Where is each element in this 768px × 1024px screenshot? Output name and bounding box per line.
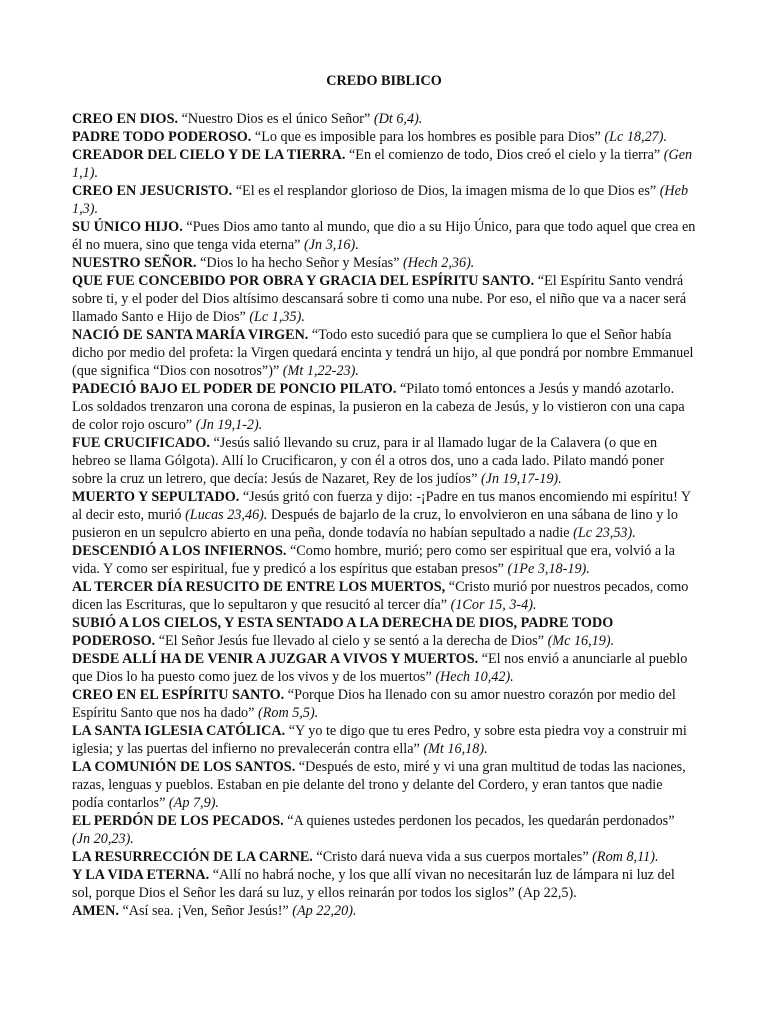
entry-heading: EL PERDÓN DE LOS PECADOS.: [72, 813, 284, 829]
creed-entry: [72, 848, 696, 866]
entry-text: “Como hombre, murió; pero como ser espiritual que era, volvió a la vida. Y como ser espiritual, fue y predicó a los espíritus que estaban presos”: [72, 543, 675, 577]
entry-heading: CREADOR DEL CIELO Y DE LA TIERRA.: [72, 147, 346, 163]
entry-text: “Cristo murió por nuestros pecados, como dicen las Escrituras, que lo sepultaron y que resucitó al tercer día”: [72, 579, 689, 613]
entry-reference: (Heb 1,3).: [72, 183, 689, 217]
entry-reference: (Jn 19,1-2).: [195, 417, 263, 433]
entry-text: “El Señor Jesús fue llevado al cielo y se sentó a la derecha de Dios”: [155, 633, 548, 649]
entry-text: “El nos envió a anunciarle al pueblo que Dios lo ha puesto como juez de los vivos y de los muertos”: [72, 651, 688, 685]
entry-reference: (Lc 1,35).: [249, 309, 305, 325]
entry-heading: Y LA VIDA ETERNA.: [72, 867, 210, 883]
entry-heading: SUBIÓ A LOS CIELOS, Y ESTA SENTADO A LA DERECHA DE DIOS, PADRE TODO PODEROSO.: [72, 615, 614, 649]
creed-entry: [72, 578, 696, 614]
entry-heading: NUESTRO SEÑOR.: [72, 255, 197, 271]
entry-heading: CREO EN DIOS.: [72, 111, 179, 127]
entry-reference: (Rom 5,5).: [257, 705, 319, 721]
creed-entry: [72, 812, 696, 848]
entry-reference: (Jn 19,17-19).: [480, 471, 562, 487]
entry-heading: PADECIÓ BAJO EL PODER DE PONCIO PILATO.: [72, 381, 397, 397]
entry-heading: LA COMUNIÓN DE LOS SANTOS.: [72, 759, 296, 775]
entry-heading: AL TERCER DÍA RESUCITO DE ENTRE LOS MUERTOS,: [72, 579, 446, 595]
entry-heading: MUERTO Y SEPULTADO.: [72, 489, 240, 505]
entry-text: “Pilato tomó entonces a Jesús y mandó azotarlo. Los soldados trenzaron una corona de espinas, la pusieron en la cabeza de Jesús, y lo vistieron con una capa de color rojo oscuro”: [72, 381, 685, 433]
creed-entry: [72, 902, 696, 920]
entry-heading: CREO EN JESUCRISTO.: [72, 183, 233, 199]
entry-reference: (Rom 8,11).: [592, 849, 659, 865]
entry-reference: (Lc 18,27).: [604, 129, 668, 145]
entry-text: “Cristo dará nueva vida a sus cuerpos mortales”: [312, 849, 593, 865]
entry-text: “El es el resplandor glorioso de Dios, la imagen misma de lo que Dios es”: [232, 183, 660, 199]
entry-reference: (Lucas 23,46).: [185, 507, 268, 523]
entry-reference-second: (Lc 23,53).: [573, 525, 636, 541]
creed-entry: [72, 434, 696, 488]
creed-entry: [72, 128, 696, 146]
entry-text-continued: Después de bajarlo de la cruz, lo envolvieron en una sábana de lino y lo pusieron en un sepulcro abierto en una peña, donde todavía no habían sepultado a nadie: [72, 507, 678, 541]
creed-entry: [72, 146, 696, 182]
entry-text: “Dios lo ha hecho Señor y Mesías”: [196, 255, 404, 271]
creed-entry: [72, 650, 696, 686]
creed-entry: [72, 866, 696, 902]
entry-reference: (Jn 20,23).: [72, 831, 134, 847]
entry-heading: DESDE ALLÍ HA DE VENIR A JUZGAR A VIVOS Y MUERTOS.: [72, 651, 479, 667]
entry-text: “Jesús gritó con fuerza y dijo: -¡Padre en tus manos encomiendo mi espíritu! Y al decir esto, murió: [72, 489, 691, 523]
creed-entry: [72, 272, 696, 326]
entry-heading: PADRE TODO PODEROSO.: [72, 129, 252, 145]
entry-text: “Porque Dios ha llenado con su amor nuestro corazón por medio del Espíritu Santo que nos ha dado”: [72, 687, 676, 721]
creed-entry: [72, 182, 696, 218]
entry-reference: (Dt 6,4).: [373, 111, 423, 127]
entry-heading: FUE CRUCIFICADO.: [72, 435, 210, 451]
creed-entry: [72, 722, 696, 758]
entry-reference: (1Cor 15, 3-4).: [450, 597, 537, 613]
entry-reference: (Gen 1,1).: [72, 147, 693, 181]
entry-heading: LA SANTA IGLESIA CATÓLICA.: [72, 723, 286, 739]
entry-reference: (Jn 3,16).: [304, 237, 359, 253]
creed-entry: [72, 758, 696, 812]
entry-reference: (Mt 16,18).: [423, 741, 488, 757]
entry-text: “Jesús salió llevando su cruz, para ir al llamado lugar de la Calavera (o que en hebreo se llama Gólgota). Allí lo Crucificaron, y con él a otros dos, uno a cada lado. Pilato mandó poner sobre la cruz un letrero, que decía: Jesús de Nazaret, Rey de los judíos”: [72, 435, 665, 487]
entry-heading: CREO EN EL ESPÍRITU SANTO.: [72, 687, 285, 703]
entry-reference: (Mc 16,19).: [547, 633, 615, 649]
entry-text: “Después de esto, miré y vi una gran multitud de todas las naciones, razas, lenguas y pueblos. Estaban en pie delante del trono y delante del Cordero, y eran tantos que nadie podía contarlos”: [72, 759, 686, 811]
entry-heading: SU ÚNICO HIJO.: [72, 219, 183, 235]
entry-heading: LA RESURRECCIÓN DE LA CARNE.: [72, 849, 313, 865]
creed-entry: [72, 488, 696, 542]
entry-text: “Lo que es imposible para los hombres es posible para Dios”: [251, 129, 605, 145]
entry-text: “Allí no habrá noche, y los que allí vivan no necesitarán luz de lámpara ni luz del sol, porque Dios el Señor les dará su luz, y ellos reinarán por todos los siglos” (Ap 22,5).: [72, 867, 675, 901]
creed-entry: [72, 326, 696, 380]
entry-text: “El Espíritu Santo vendrá sobre ti, y el poder del Dios altísimo descansará sobre ti como una nube. Por eso, el niño que va a nacer será llamado Santo e Hijo de Dios”: [72, 273, 687, 325]
entry-reference: (Ap 22,20).: [292, 903, 357, 919]
entry-heading: AMEN.: [72, 903, 119, 919]
creed-entry: [72, 254, 696, 272]
creed-entry: [72, 380, 696, 434]
creed-entry: [72, 218, 696, 254]
entry-reference: (Mt 1,22-23).: [282, 363, 359, 379]
creed-entry: [72, 110, 696, 128]
entry-reference: (1Pe 3,18-19).: [507, 561, 590, 577]
creed-entry: [72, 542, 696, 578]
entry-heading: QUE FUE CONCEBIDO POR OBRA Y GRACIA DEL ESPÍRITU SANTO.: [72, 273, 535, 289]
document-title: CREDO BIBLICO: [326, 73, 442, 89]
entry-text: “Y yo te digo que tu eres Pedro, y sobre esta piedra voy a construir mi iglesia; y las puertas del infierno no prevalecerán contra ella”: [72, 723, 687, 757]
creed-entry: [72, 686, 696, 722]
entry-text: “Pues Dios amo tanto al mundo, que dio a su Hijo Único, para que todo aquel que crea en él no muera, sino que tenga vida eterna”: [72, 219, 696, 253]
entry-text: “Todo esto sucedió para que se cumpliera lo que el Señor había dicho por medio del profeta: la Virgen quedará encinta y tendrá un hijo, al que pondrá por nombre Emmanuel (que significa “Dios con nosotros”)”: [72, 327, 694, 379]
entry-text: “A quienes ustedes perdonen los pecados, les quedarán perdonados”: [283, 813, 675, 829]
entry-list: [72, 110, 696, 920]
creed-entry: [72, 614, 696, 650]
entry-text: “Nuestro Dios es el único Señor”: [178, 111, 374, 127]
entry-heading: NACIÓ DE SANTA MARÍA VIRGEN.: [72, 327, 309, 343]
entry-heading: DESCENDIÓ A LOS INFIERNOS.: [72, 543, 287, 559]
entry-text: “Así sea. ¡Ven, Señor Jesús!”: [118, 903, 293, 919]
entry-reference: (Hech 2,36).: [403, 255, 475, 271]
entry-text: “En el comienzo de todo, Dios creó el cielo y la tierra”: [345, 147, 664, 163]
entry-reference: (Ap 7,9).: [168, 795, 219, 811]
entry-reference: (Hech 10,42).: [435, 669, 514, 685]
